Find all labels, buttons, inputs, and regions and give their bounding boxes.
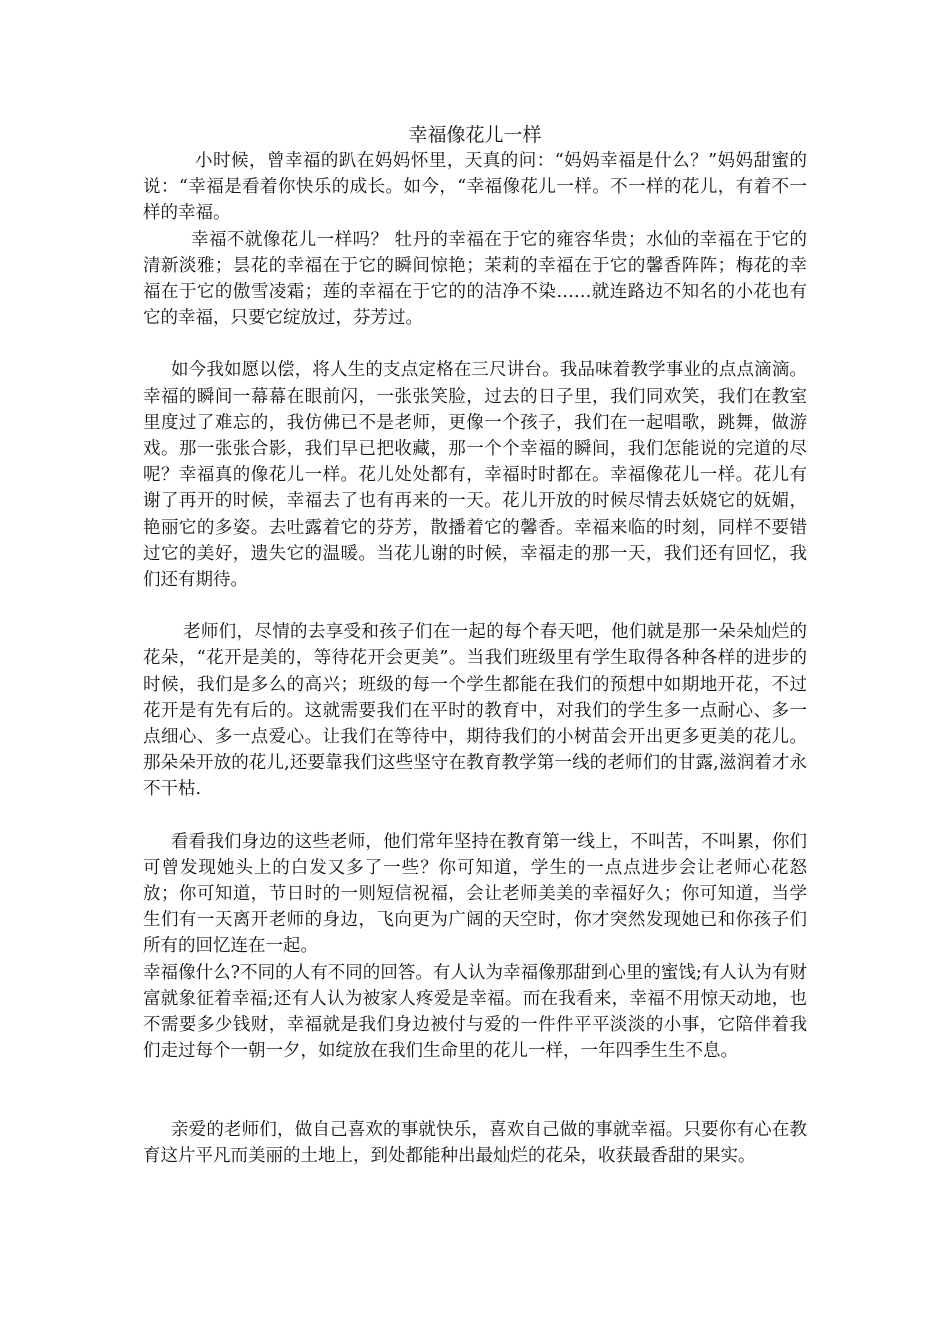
blank-line <box>143 593 807 619</box>
document-title: 幸福像花儿一样 <box>408 124 542 146</box>
paragraph: 幸福像什么?不同的人有不同的回答。有人认为幸福像那甜到心里的蜜饯;有人认为有财富就象征着幸福;还有人认为被家人疼爱是幸福。而在我看来，幸福不用惊天动地，也不需要多少钱财，幸福就是我们身边被付与爱的一件件平平淡淡的小事，它陪伴着我们走过每个一朝一夕，如绽放在我们生命里的花儿一样，一年四季生生不息。 <box>143 962 807 1062</box>
paragraph: 老师们，尽情的去享受和孩子们在一起的每个春天吧，他们就是那一朵朵灿烂的花朵，“花开是美的，等待花开会更美”。当我们班级里有学生取得各种各样的进步的时候，我们是多么的高兴；班级的每一个学生都能在我们的预想中如期地开花，不过花开是有先有后的。这就需要我们在平时的教育中，对我们的学生多一点耐心、多一点细心、多一点爱心。让我们在等待中，期待我们的小树苗会开出更多更美的花儿。那朵朵开放的花儿,还要靠我们这些坚守在教育教学第一线的老师们的甘露,滋润着才永不干枯. <box>143 622 807 800</box>
blank-line <box>143 331 807 357</box>
blank-line <box>143 1065 807 1117</box>
paragraph: 幸福不就像花儿一样吗？ 牡丹的幸福在于它的雍容华贵；水仙的幸福在于它的清新淡雅；昙花的幸福在于它的瞬间惊艳；茉莉的幸福在于它的馨香阵阵；梅花的幸福在于它的傲雪凌霜；莲的幸福在于它的的洁净不染……就连路边不知名的小花也有它的幸福，只要它绽放过，芬芳过。 <box>143 229 807 329</box>
blank-line <box>143 803 807 829</box>
document-body <box>143 122 807 1169</box>
paragraph: 亲爱的老师们，做自己喜欢的事就快乐，喜欢自己做的事就幸福。只要你有心在教育这片平凡而美丽的土地上，到处都能种出最灿烂的花朵，收获最香甜的果实。 <box>143 1119 807 1166</box>
paragraph: 如今我如愿以偿，将人生的支点定格在三尺讲台。我品味着教学事业的点点滴滴。幸福的瞬间一幕幕在眼前闪，一张张笑脸，过去的日子里，我们同欢笑，我们在教室里度过了难忘的，我仿佛已不是老师，更像一个孩子，我们在一起唱歌，跳舞，做游戏。那一张张合影，我们早已把收藏，那一个个幸福的瞬间，我们怎能说的完道的尽呢？幸福真的像花儿一样。花儿处处都有，幸福时时都在。幸福像花儿一样。花儿有谢了再开的时候，幸福去了也有再来的一天。花儿开放的时候尽情去妖娆它的妩媚，艳丽它的多姿。去吐露着它的芬芳，散播着它的馨香。幸福来临的时刻，同样不要错过它的美好，遗失它的温暖。当花儿谢的时候，幸福走的那一天，我们还有回忆，我们还有期待。 <box>143 360 807 591</box>
paragraph: 看看我们身边的这些老师，他们常年坚持在教育第一线上，不叫苦，不叫累，你们可曾发现她头上的白发又多了一些？你可知道，学生的一点点进步会让老师心花怒放；你可知道，节日时的一则短信祝福，会让老师美美的幸福好久；你可知道，当学生们有一天离开老师的身边，飞向更为广阔的天空时，你才突然发现她已和你孩子们所有的回忆连在一起。 <box>143 831 807 957</box>
paragraph: 小时候，曾幸福的趴在妈妈怀里，天真的问：“妈妈幸福是什么？”妈妈甜蜜的说：“幸福是看着你快乐的成长。如今，“幸福像花儿一样。不一样的花儿，有着不一样的幸福。 <box>143 151 807 224</box>
